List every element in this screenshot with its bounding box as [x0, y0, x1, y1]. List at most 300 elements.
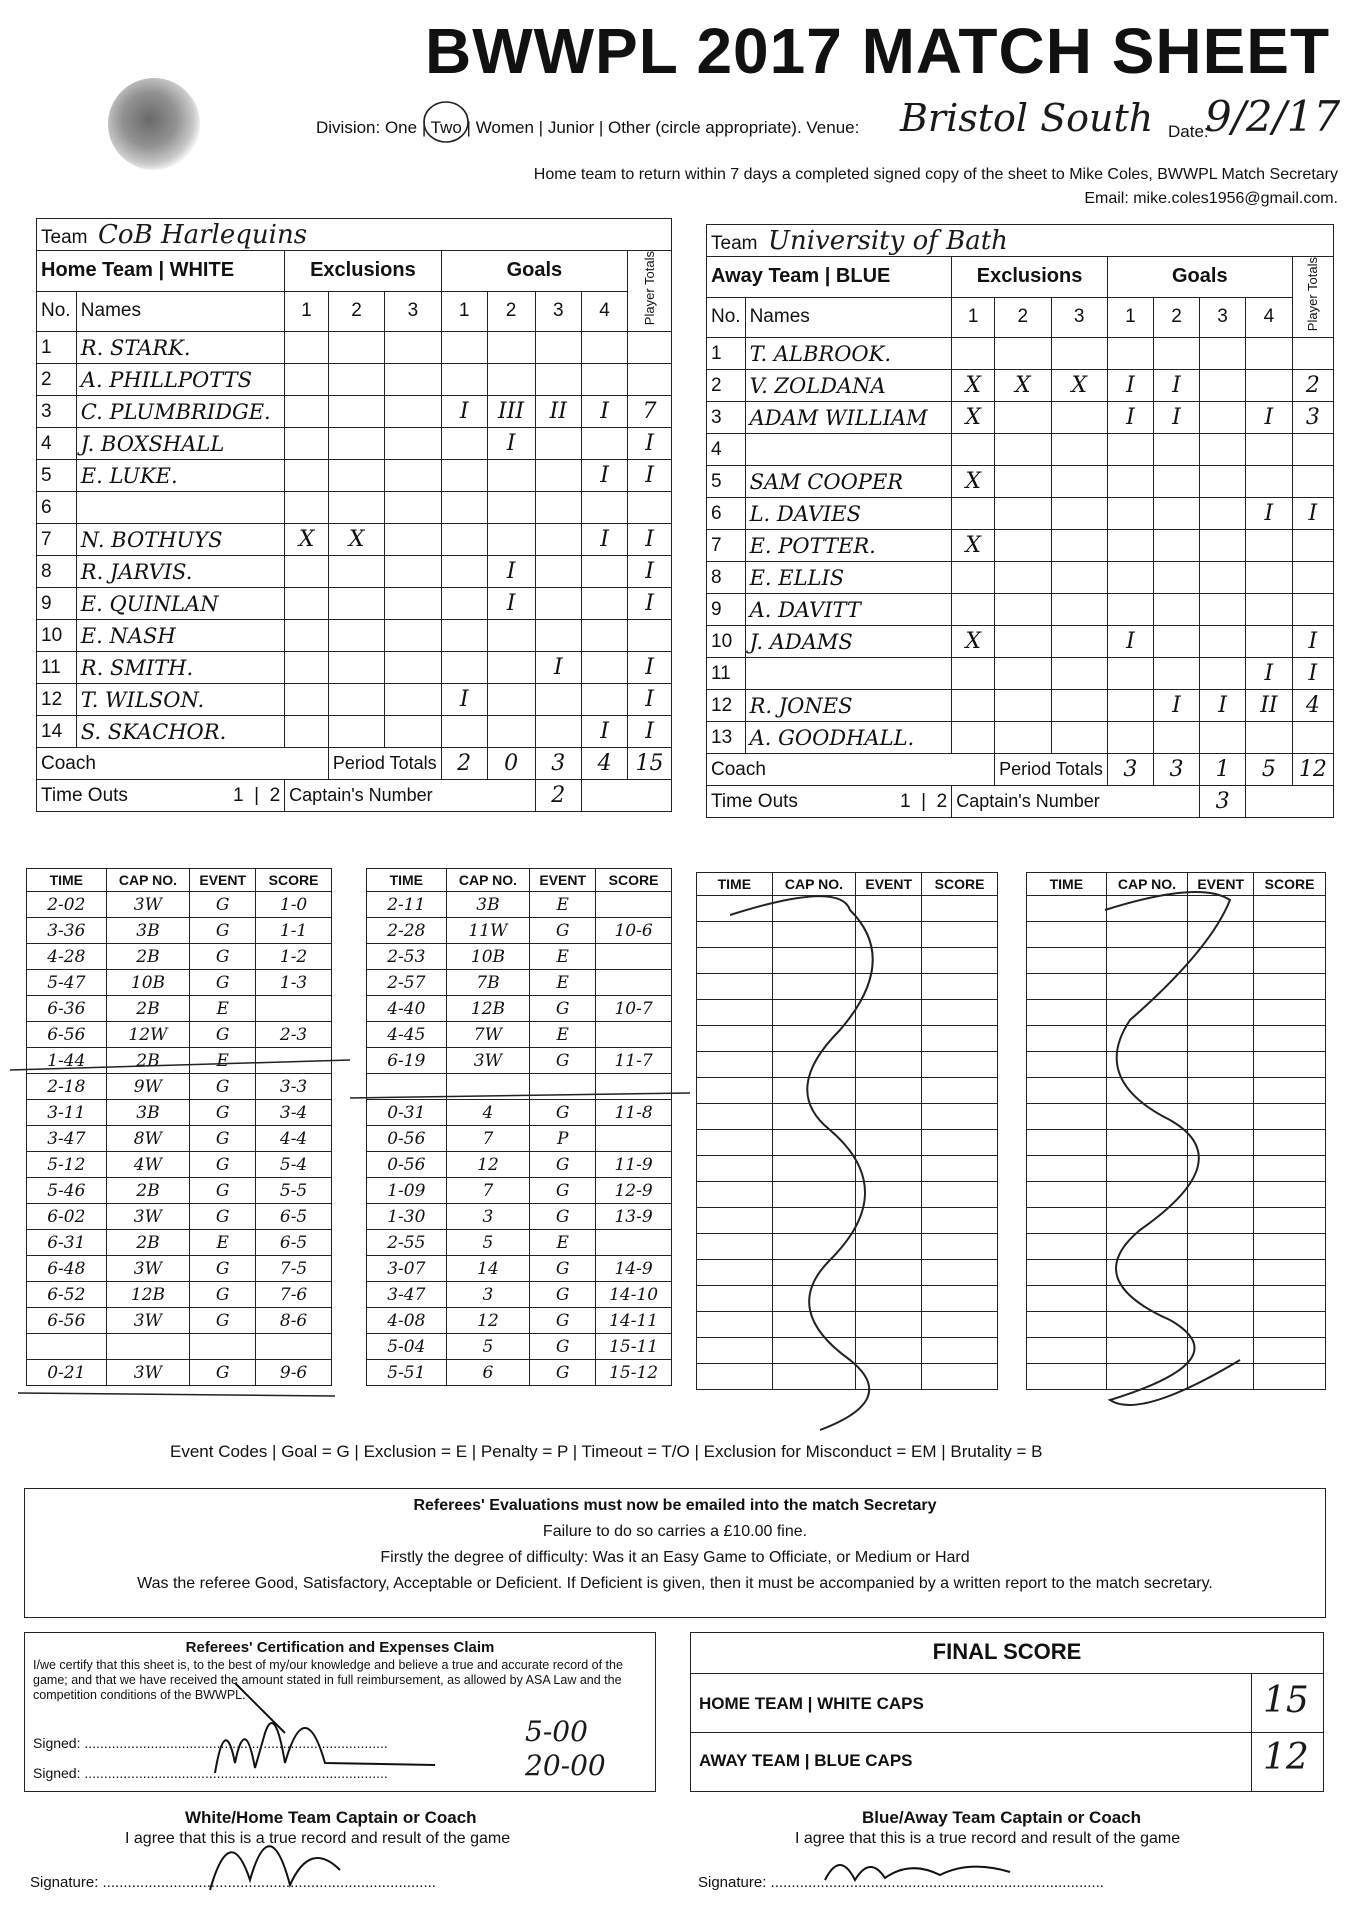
- goal-cell: [1153, 562, 1199, 594]
- player-total: I: [628, 588, 672, 620]
- log-cell: [856, 1000, 922, 1026]
- player-name: E. POTTER.: [745, 530, 952, 562]
- player-number: 13: [707, 722, 746, 754]
- player-number: 10: [37, 620, 77, 652]
- final-away-label: AWAY TEAM | BLUE CAPS: [699, 1751, 913, 1770]
- log-cell: [1106, 1260, 1188, 1286]
- home-team-name: CoB Harlequins: [98, 219, 308, 250]
- log-cell: 14-9: [596, 1256, 672, 1282]
- log-cell: [1106, 1234, 1188, 1260]
- player-number: 4: [707, 434, 746, 466]
- log-cell: [1254, 1208, 1326, 1234]
- log-cell: 4-45: [367, 1022, 447, 1048]
- log-cell: [697, 1208, 773, 1234]
- goal-cell: I: [1153, 370, 1199, 402]
- exclusion-cell: [285, 556, 329, 588]
- period-total-2: 3: [1153, 754, 1199, 786]
- goal-cell: [1246, 530, 1293, 562]
- timeouts-row: [707, 786, 952, 818]
- goal-cell: [441, 588, 487, 620]
- log-cell: G: [190, 1126, 256, 1152]
- exclusion-cell: X: [952, 466, 995, 498]
- log-cell: 0-56: [367, 1126, 447, 1152]
- goal-cell: [1246, 562, 1293, 594]
- log-row: [27, 1360, 332, 1386]
- player-row: [37, 428, 672, 460]
- exclusion-cell: [385, 716, 441, 748]
- ref-eval-rating: Was the referee Good, Satisfactory, Acceptable or Deficient. If Deficient is given, then it must be accompanied by a written report to the match secretary.: [137, 1575, 1213, 1592]
- log-cell: 10B: [106, 970, 190, 996]
- player-row: [37, 716, 672, 748]
- log-row: [697, 1052, 998, 1078]
- goal-col-1: 1: [441, 291, 487, 332]
- log-cell: [1027, 1182, 1107, 1208]
- log-row: [697, 1000, 998, 1026]
- log-cell: 5: [446, 1230, 530, 1256]
- log-cell: [856, 1364, 922, 1390]
- final-away-score: 12: [1263, 1737, 1309, 1778]
- log-row: [27, 1282, 332, 1308]
- exclusion-cell: [952, 658, 995, 690]
- exclusion-cell: [995, 562, 1051, 594]
- log-row: [1027, 1052, 1326, 1078]
- log-cell: [1188, 1182, 1254, 1208]
- log-cell: 12: [446, 1308, 530, 1334]
- log-cell: G: [190, 1178, 256, 1204]
- goal-cell: I: [582, 460, 628, 492]
- log-row: [27, 1204, 332, 1230]
- player-row: [707, 690, 1334, 722]
- log-cell: [1106, 1000, 1188, 1026]
- log-cell: 4-28: [27, 944, 107, 970]
- log-cell: [530, 1074, 596, 1100]
- log-cell: [697, 1026, 773, 1052]
- log-row: [1027, 1182, 1326, 1208]
- goal-cell: [1200, 722, 1246, 754]
- goal-cell: II: [535, 396, 582, 428]
- log-cell: 6-31: [27, 1230, 107, 1256]
- goal-col-4: 4: [1246, 297, 1293, 338]
- player-row: [707, 338, 1334, 370]
- player-name: S. SKACHOR.: [76, 716, 284, 748]
- log-cell: [922, 1000, 998, 1026]
- cert-text: I/we certify that this sheet is, to the best of my/our knowledge and believe a true and accurate record of the game; and that we have received the amount stated in full reimbursement, as allowed by ASA Law and the competition conditions of the BWWPL.: [33, 1658, 623, 1702]
- log-cell: 1-44: [27, 1048, 107, 1074]
- player-total: I: [628, 716, 672, 748]
- log-cell: 3W: [106, 1360, 190, 1386]
- exclusion-cell: [328, 588, 384, 620]
- log-cell: [27, 1334, 107, 1360]
- goal-cell: I: [1153, 402, 1199, 434]
- log-cell: [1254, 1182, 1326, 1208]
- exclusion-cell: [328, 684, 384, 716]
- log-cell: E: [190, 1230, 256, 1256]
- goal-cell: II: [1246, 690, 1293, 722]
- exclusion-cell: [328, 460, 384, 492]
- log-cell: G: [530, 1360, 596, 1386]
- goal-cell: [441, 428, 487, 460]
- log-cell: [697, 1104, 773, 1130]
- log-cell: 7: [446, 1178, 530, 1204]
- log-row: [367, 996, 672, 1022]
- goal-cell: I: [1200, 690, 1246, 722]
- log-cell: 4-08: [367, 1308, 447, 1334]
- captain-number: 2: [535, 780, 582, 812]
- exclusions-header: Exclusions: [285, 251, 441, 292]
- log-cell: G: [190, 1204, 256, 1230]
- goal-cell: [1153, 530, 1199, 562]
- goal-cell: [487, 652, 535, 684]
- log-row: [697, 974, 998, 1000]
- log-cell: [1254, 1000, 1326, 1026]
- log-cell: 4W: [106, 1152, 190, 1178]
- period-total-3: 3: [535, 748, 582, 780]
- division-circle: [420, 98, 472, 146]
- log-cell: [772, 1260, 856, 1286]
- goal-cell: [441, 524, 487, 556]
- goal-cell: [1200, 626, 1246, 658]
- log-row: [367, 1360, 672, 1386]
- exclusion-cell: X: [285, 524, 329, 556]
- log-cell: [1106, 1026, 1188, 1052]
- log-cell: [922, 1338, 998, 1364]
- goal-cell: [535, 716, 582, 748]
- exclusion-cell: [995, 626, 1051, 658]
- goal-cell: [1246, 434, 1293, 466]
- log-cell: [1106, 1052, 1188, 1078]
- player-name: [745, 658, 952, 690]
- log-cell: [772, 974, 856, 1000]
- log-cell: 11-7: [596, 1048, 672, 1074]
- log-cell: 5-04: [367, 1334, 447, 1360]
- log-cell: [856, 974, 922, 1000]
- log-cell: [1254, 1052, 1326, 1078]
- exclusion-cell: [1051, 498, 1107, 530]
- venue-value: Bristol South: [900, 96, 1154, 140]
- away-captain-signature: [820, 1850, 1020, 1890]
- log-cell: [596, 1126, 672, 1152]
- goal-cell: [487, 716, 535, 748]
- league-logo: [108, 78, 200, 170]
- log-cell: G: [530, 1048, 596, 1074]
- goal-cell: [1200, 562, 1246, 594]
- player-number: 11: [707, 658, 746, 690]
- log-header: EVENT: [190, 869, 256, 892]
- exclusion-cell: [1051, 530, 1107, 562]
- log-cell: [1106, 896, 1188, 922]
- log-cell: [1106, 1364, 1188, 1390]
- goal-cell: [535, 620, 582, 652]
- exclusion-cell: [285, 492, 329, 524]
- log-cell: 3-4: [256, 1100, 332, 1126]
- log-cell: 6-48: [27, 1256, 107, 1282]
- exclusion-cell: [328, 332, 384, 364]
- log-cell: [697, 1338, 773, 1364]
- goal-cell: [582, 332, 628, 364]
- exclusion-cell: [952, 562, 995, 594]
- goal-cell: [441, 332, 487, 364]
- player-name: T. ALBROOK.: [745, 338, 952, 370]
- exclusion-cell: [385, 460, 441, 492]
- log-cell: [697, 1312, 773, 1338]
- final-home-score: 15: [1263, 1680, 1309, 1721]
- exclusion-cell: [1051, 338, 1107, 370]
- player-row: [37, 524, 672, 556]
- home-captain-signature: [200, 1800, 360, 1900]
- player-row: [707, 402, 1334, 434]
- log-cell: [1027, 1234, 1107, 1260]
- exclusion-cell: [952, 690, 995, 722]
- log-cell: [1188, 1078, 1254, 1104]
- log-cell: [856, 922, 922, 948]
- log-cell: [922, 1130, 998, 1156]
- exclusion-cell: X: [995, 370, 1051, 402]
- log-row: [1027, 1104, 1326, 1130]
- log-cell: G: [530, 1100, 596, 1126]
- log-cell: [856, 1312, 922, 1338]
- player-name: [76, 492, 284, 524]
- log-cell: G: [190, 944, 256, 970]
- log-cell: [1188, 1312, 1254, 1338]
- log-row: [367, 918, 672, 944]
- period-total-2: 0: [487, 748, 535, 780]
- log-cell: 3-07: [367, 1256, 447, 1282]
- goal-cell: [487, 332, 535, 364]
- log-cell: [772, 1130, 856, 1156]
- log-cell: [1188, 1338, 1254, 1364]
- goal-cell: [487, 364, 535, 396]
- exclusion-cell: [385, 620, 441, 652]
- player-name: L. DAVIES: [745, 498, 952, 530]
- player-total: 2: [1292, 370, 1333, 402]
- exclusion-cell: [328, 620, 384, 652]
- log-cell: [1027, 1260, 1107, 1286]
- log-cell: G: [190, 1022, 256, 1048]
- goals-header: Goals: [1107, 257, 1292, 298]
- log-row: [27, 996, 332, 1022]
- log-cell: E: [190, 996, 256, 1022]
- final-score-title: FINAL SCORE: [691, 1639, 1323, 1674]
- player-number: 9: [707, 594, 746, 626]
- home-side-label: Home Team | WHITE: [37, 251, 285, 292]
- log-cell: [772, 1208, 856, 1234]
- log-header: TIME: [1027, 873, 1107, 896]
- log-cell: [772, 1078, 856, 1104]
- player-row: [707, 562, 1334, 594]
- log-cell: [697, 1260, 773, 1286]
- ref-eval-title: Referees' Evaluations must now be emailed into the match Secretary: [413, 1497, 937, 1514]
- amount-1: 5-00: [525, 1715, 588, 1748]
- log-cell: [922, 1052, 998, 1078]
- goal-cell: [582, 652, 628, 684]
- log-cell: 2B: [106, 1048, 190, 1074]
- goal-cell: [1246, 466, 1293, 498]
- log-cell: 15-12: [596, 1360, 672, 1386]
- return-note: Home team to return within 7 days a completed signed copy of the sheet to Mike Coles, BWWPL Match Secretary: [533, 166, 1338, 183]
- goal-col-3: 3: [1200, 297, 1246, 338]
- exclusion-cell: [995, 690, 1051, 722]
- log-cell: 3-47: [367, 1282, 447, 1308]
- exclusion-cell: [952, 338, 995, 370]
- log-cell: P: [530, 1126, 596, 1152]
- player-row: [707, 530, 1334, 562]
- log-cell: [1027, 1000, 1107, 1026]
- log-cell: [596, 1230, 672, 1256]
- log-cell: [1254, 896, 1326, 922]
- player-name: ADAM WILLIAM: [745, 402, 952, 434]
- player-row: [37, 588, 672, 620]
- player-name: SAM COOPER: [745, 466, 952, 498]
- log-cell: [1027, 948, 1107, 974]
- exclusion-cell: [285, 396, 329, 428]
- exclusion-cell: [285, 460, 329, 492]
- log-cell: [922, 1286, 998, 1312]
- log-cell: [1188, 1052, 1254, 1078]
- log-cell: [772, 948, 856, 974]
- exc-col-3: 3: [385, 291, 441, 332]
- exclusion-cell: [328, 716, 384, 748]
- log-cell: 3W: [446, 1048, 530, 1074]
- log-cell: 7-6: [256, 1282, 332, 1308]
- log-cell: 11-8: [596, 1100, 672, 1126]
- player-total: I: [628, 428, 672, 460]
- log-cell: [1106, 1286, 1188, 1312]
- log-cell: 10-6: [596, 918, 672, 944]
- exclusion-cell: [1051, 690, 1107, 722]
- log-cell: [772, 1104, 856, 1130]
- email-line: Email: mike.coles1956@gmail.com.: [1084, 190, 1338, 207]
- goal-cell: [441, 716, 487, 748]
- log-row: [697, 1156, 998, 1182]
- log-cell: 1-09: [367, 1178, 447, 1204]
- exclusion-cell: [385, 652, 441, 684]
- log-cell: E: [530, 1230, 596, 1256]
- exclusion-cell: [1051, 594, 1107, 626]
- goal-cell: [1153, 498, 1199, 530]
- exclusion-cell: [995, 594, 1051, 626]
- log-cell: 1-30: [367, 1204, 447, 1230]
- log-cell: 7B: [446, 970, 530, 996]
- log-cell: [446, 1074, 530, 1100]
- log-cell: 3W: [106, 1308, 190, 1334]
- log-cell: G: [530, 918, 596, 944]
- log-cell: 9W: [106, 1074, 190, 1100]
- ref-eval-fine: Failure to do so carries a £10.00 fine.: [542, 1523, 808, 1540]
- goal-cell: [487, 492, 535, 524]
- timeout-numbers: 1 | 2: [900, 790, 948, 812]
- exclusion-cell: [1051, 562, 1107, 594]
- log-cell: [1106, 1078, 1188, 1104]
- exclusion-cell: [328, 556, 384, 588]
- log-row: [1027, 1026, 1326, 1052]
- log-cell: [1254, 1338, 1326, 1364]
- player-row: [37, 364, 672, 396]
- no-header: No.: [37, 291, 77, 332]
- player-name: E. ELLIS: [745, 562, 952, 594]
- date-label: Date:: [1168, 122, 1209, 141]
- home-signature-line: Signature: ................................................................................: [30, 1874, 436, 1891]
- goal-cell: [1107, 562, 1153, 594]
- exclusion-cell: [1051, 402, 1107, 434]
- player-total: I: [1292, 498, 1333, 530]
- player-total: I: [628, 556, 672, 588]
- log-cell: 3W: [106, 1256, 190, 1282]
- player-row: [37, 684, 672, 716]
- player-name: T. WILSON.: [76, 684, 284, 716]
- period-total-4: 5: [1246, 754, 1293, 786]
- division-line: Division: One | Two | Women | Junior | Other (circle appropriate). Venue:: [316, 118, 860, 137]
- log-cell: G: [190, 1360, 256, 1386]
- exclusion-cell: [952, 434, 995, 466]
- log-cell: [772, 922, 856, 948]
- log-cell: [1027, 896, 1107, 922]
- log-row: [697, 1312, 998, 1338]
- goal-cell: I: [1107, 402, 1153, 434]
- log-row: [27, 1308, 332, 1334]
- log-cell: 0-21: [27, 1360, 107, 1386]
- goal-cell: [1107, 722, 1153, 754]
- log-row: [697, 1260, 998, 1286]
- log-cell: 5-46: [27, 1178, 107, 1204]
- exclusion-cell: [285, 588, 329, 620]
- goal-cell: [487, 460, 535, 492]
- exclusion-cell: [285, 332, 329, 364]
- exclusion-cell: [952, 594, 995, 626]
- log-cell: E: [530, 944, 596, 970]
- log-cell: [697, 948, 773, 974]
- referee-certification-box: [24, 1632, 656, 1792]
- log-cell: [596, 1074, 672, 1100]
- exclusion-cell: [385, 428, 441, 460]
- log-cell: [1188, 1286, 1254, 1312]
- exclusion-cell: X: [328, 524, 384, 556]
- log-cell: [772, 1052, 856, 1078]
- player-totals-header: Player Totals: [1305, 257, 1321, 332]
- goal-cell: [535, 556, 582, 588]
- home-captain-agree: I agree that this is a true record and result of the game: [125, 1830, 511, 1847]
- grand-total: 12: [1292, 754, 1333, 786]
- event-log-4: [1026, 872, 1326, 1390]
- log-cell: [697, 1286, 773, 1312]
- log-cell: [1188, 1364, 1254, 1390]
- log-row: [367, 1204, 672, 1230]
- log-cell: [1188, 922, 1254, 948]
- exc-col-1: 1: [285, 291, 329, 332]
- log-cell: [856, 948, 922, 974]
- log-cell: 6-02: [27, 1204, 107, 1230]
- log-cell: [1254, 1130, 1326, 1156]
- log-cell: 6-36: [27, 996, 107, 1022]
- player-totals-header: Player Totals: [642, 251, 658, 326]
- player-row: [707, 594, 1334, 626]
- log-header: TIME: [367, 869, 447, 892]
- log-cell: 3W: [106, 1204, 190, 1230]
- exclusion-cell: [285, 620, 329, 652]
- goal-cell: I: [1107, 626, 1153, 658]
- timeouts-label: Time Outs: [711, 790, 798, 812]
- log-cell: [1188, 896, 1254, 922]
- log-cell: 6-5: [256, 1230, 332, 1256]
- log-cell: 8-6: [256, 1308, 332, 1334]
- log-cell: 3-36: [27, 918, 107, 944]
- goal-cell: [441, 620, 487, 652]
- log-cell: 3-3: [256, 1074, 332, 1100]
- log-cell: 1-0: [256, 892, 332, 918]
- log-cell: [1027, 1104, 1107, 1130]
- log-cell: 2-57: [367, 970, 447, 996]
- player-number: 7: [37, 524, 77, 556]
- log-row: [27, 944, 332, 970]
